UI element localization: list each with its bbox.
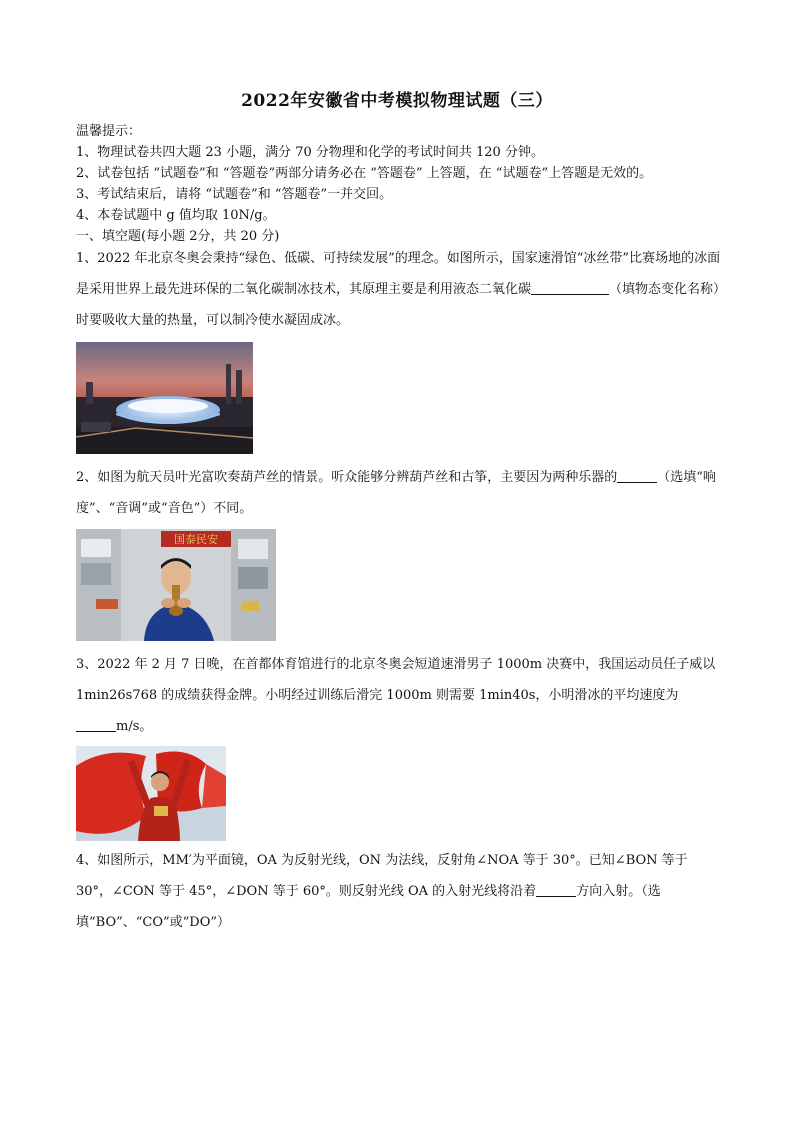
question-2-tail: （选填“响度”、“音调”或“音色”）不同。	[76, 470, 716, 516]
question-1-tail: （填物态变化名称）时要吸收大量的热量，可以制冷使水凝固成冰。	[76, 282, 720, 328]
question-1	[76, 243, 726, 336]
notice-item-2: 2、试卷包括 “试题卷”和 “答题卷”两部分请务必在 “答题卷” 上答题，在 “试题卷”上答题是无效的。	[76, 166, 653, 181]
section-heading: 一、填空题(每小题 2分，共 20 分)	[76, 229, 280, 244]
question-3	[76, 649, 726, 742]
skater-flag-photo	[76, 746, 226, 841]
astronaut-hulusi-photo	[76, 529, 276, 641]
question-1-text: 1、2022 年北京冬奥会秉持“绿色、低碳、可持续发展”的理念。如图所示，国家速滑馆“冰丝带”比赛场地的冰面是采用世界上最先进环保的二氧化碳制冰技术，其原理主要是利用液态二氧化碳	[76, 251, 721, 297]
answer-blank-2[interactable]	[617, 468, 657, 483]
notice-item-4: 4、本卷试题中 g 值均取 10N/g。	[76, 208, 276, 223]
page-title: 2022年安徽省中考模拟物理试题（三）	[241, 91, 553, 111]
answer-blank-3[interactable]	[76, 717, 116, 732]
question-2-text: 2、如图为航天员叶光富吹奏葫芦丝的情景。听众能够分辨葫芦丝和古筝，主要因为两种乐器的	[76, 470, 618, 485]
notice-item-3: 3、考试结束后，请将 “试题卷”和 “答题卷”一并交回。	[76, 187, 393, 202]
answer-blank-4[interactable]	[536, 882, 576, 897]
question-2	[76, 462, 726, 524]
answer-blank-1[interactable]	[531, 280, 609, 295]
question-3-text: 3、2022 年 2 月 7 日晚，在首都体育馆进行的北京冬奥会短道速滑男子 1000m 决赛中，我国运动员任子威以 1min26s768 的成绩获得金牌。小明经过训练后滑完 1000m 则需要 1min40s，小明滑冰的平均速度为	[76, 657, 716, 703]
banner-sign-text: 国泰民安	[174, 533, 218, 546]
question-3-tail: m/s。	[116, 719, 153, 734]
question-4-tail: 方向入射。（选填“BO”、“CO”或“DO”）	[76, 884, 661, 930]
question-4-text: 4、如图所示，MM′为平面镜，OA 为反射光线，ON 为法线，反射角∠NOA 等于 30°。已知∠BON 等于 30°，∠CON 等于 45°，∠DON 等于 60°。则反射光线 OA 的入射光线将沿着	[76, 853, 688, 899]
question-4	[76, 845, 726, 938]
speed-skating-oval-photo	[76, 342, 253, 454]
notice-item-1: 1、物理试卷共四大题 23 小题，满分 70 分物理和化学的考试时间共 120 分钟。	[76, 145, 544, 160]
notice-heading: 温馨提示：	[76, 124, 142, 139]
